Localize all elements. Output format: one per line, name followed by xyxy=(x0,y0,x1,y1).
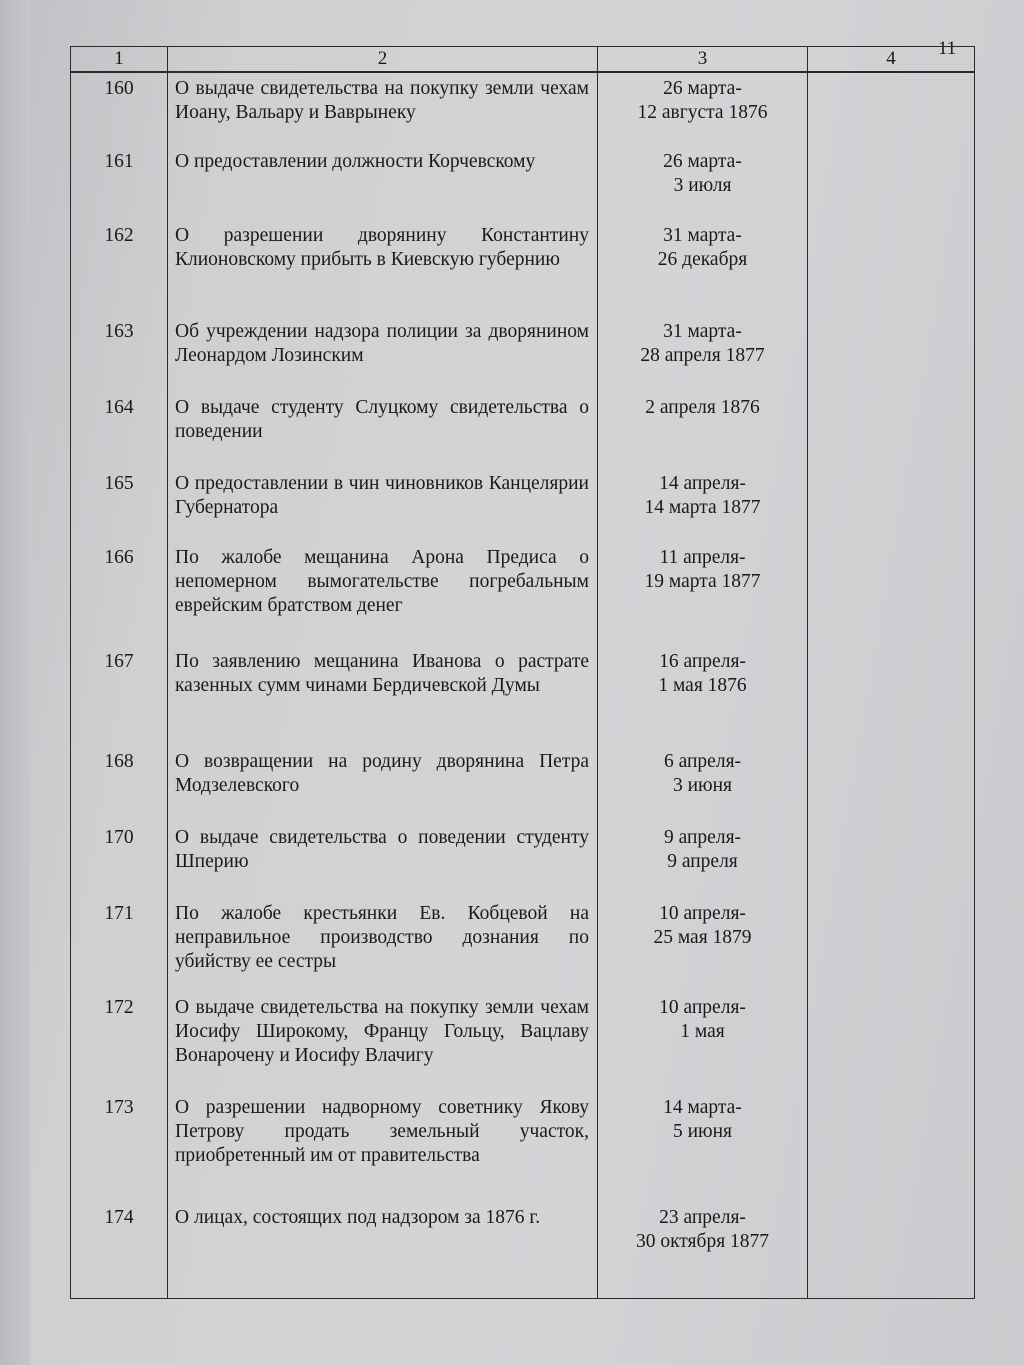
table-row xyxy=(71,1092,975,1202)
header-col-4: 4 xyxy=(808,47,975,73)
case-note xyxy=(808,392,975,468)
page-number: 11 xyxy=(938,38,957,59)
case-dates xyxy=(598,392,808,468)
date-line: 10 апреля- xyxy=(659,903,746,924)
case-description: По заявлению мещанина Иванова о растрате казенных сумм чинами Бердичевской Думы xyxy=(168,646,598,746)
table-row xyxy=(71,220,975,316)
date-line: 31 марта- xyxy=(663,225,742,246)
previous-page-edge xyxy=(0,0,30,1365)
case-dates xyxy=(598,646,808,746)
case-description: О лицах, состоящих под надзором за 1876 г. xyxy=(168,1202,598,1298)
date-line: 26 декабря xyxy=(657,249,748,270)
case-description: О разрешении надворному советнику Якову Петрову продать земельный участок, приобретенный им от правительства xyxy=(168,1092,598,1202)
case-description: О выдаче свидетельства на покупку земли чехам Иоану, Вальару и Ваврынеку xyxy=(168,72,598,146)
table-row xyxy=(71,898,975,992)
table-row xyxy=(71,72,975,146)
case-note xyxy=(808,1202,975,1298)
date-line: 19 марта 1877 xyxy=(644,571,761,592)
table-row xyxy=(71,392,975,468)
case-description: О предоставлении должности Корчевскому xyxy=(168,146,598,220)
case-note xyxy=(808,646,975,746)
date-line: 31 марта- xyxy=(663,321,742,342)
date-line: 1 мая 1876 xyxy=(658,675,747,696)
case-dates xyxy=(598,316,808,392)
table-row xyxy=(71,542,975,646)
case-number: 174 xyxy=(71,1202,168,1298)
date-line: 26 марта- xyxy=(663,78,742,99)
case-number: 172 xyxy=(71,992,168,1092)
table-row xyxy=(71,146,975,220)
date-line: 14 марта 1877 xyxy=(644,497,761,518)
case-dates xyxy=(598,542,808,646)
case-number: 170 xyxy=(71,822,168,898)
case-number: 161 xyxy=(71,146,168,220)
case-note xyxy=(808,1092,975,1202)
date-line: 2 апреля 1876 xyxy=(645,397,760,418)
table-row xyxy=(71,1202,975,1298)
case-description: О возвращении на родину дворянина Петра Модзелевского xyxy=(168,746,598,822)
case-note xyxy=(808,72,975,146)
date-line: 5 июня xyxy=(672,1121,733,1142)
case-number: 173 xyxy=(71,1092,168,1202)
case-dates xyxy=(598,992,808,1092)
header-col-1: 1 xyxy=(71,47,168,73)
case-note xyxy=(808,468,975,542)
case-note xyxy=(808,146,975,220)
case-dates xyxy=(598,746,808,822)
table-row xyxy=(71,468,975,542)
date-line: 16 апреля- xyxy=(659,651,746,672)
table-row xyxy=(71,316,975,392)
table-row xyxy=(71,992,975,1092)
date-line: 25 мая 1879 xyxy=(653,927,752,948)
date-line: 14 марта- xyxy=(663,1097,742,1118)
archive-table xyxy=(70,46,975,1299)
case-description: По жалобе мещанина Арона Предиса о непомерном вымогательстве погребальным еврейским братством денег xyxy=(168,542,598,646)
header-col-3: 3 xyxy=(598,47,808,73)
case-dates xyxy=(598,822,808,898)
case-number: 168 xyxy=(71,746,168,822)
date-line: 9 апреля xyxy=(667,851,738,872)
case-note xyxy=(808,220,975,316)
case-description: О выдаче свидетельства на покупку земли чехам Иосифу Широкому, Францу Гольцу, Вацлаву Вонарочену и Иосифу Влачигу xyxy=(168,992,598,1092)
case-dates xyxy=(598,72,808,146)
table-row xyxy=(71,646,975,746)
case-number: 163 xyxy=(71,316,168,392)
date-line: 14 апреля- xyxy=(659,473,746,494)
case-number: 162 xyxy=(71,220,168,316)
date-line: 11 апреля- xyxy=(659,547,746,568)
case-number: 171 xyxy=(71,898,168,992)
header-col-2: 2 xyxy=(168,47,598,73)
case-description: О разрешении дворянину Константину Клионовскому прибыть в Киевскую губернию xyxy=(168,220,598,316)
case-note xyxy=(808,992,975,1092)
table-row xyxy=(71,822,975,898)
case-description: По жалобе крестьянки Ев. Кобцевой на неправильное производство дознания по убийству ее сестры xyxy=(168,898,598,992)
case-description: О выдаче студенту Слуцкому свидетельства о поведении xyxy=(168,392,598,468)
case-number: 160 xyxy=(71,72,168,146)
date-line: 1 мая xyxy=(680,1021,725,1042)
case-dates xyxy=(598,898,808,992)
table-row xyxy=(71,746,975,822)
date-line: 3 июня xyxy=(672,775,733,796)
case-dates xyxy=(598,220,808,316)
date-line: 3 июля xyxy=(673,175,732,196)
case-dates xyxy=(598,468,808,542)
case-description: О выдаче свидетельства о поведении студенту Шперию xyxy=(168,822,598,898)
case-description: О предоставлении в чин чиновников Канцелярии Губернатора xyxy=(168,468,598,542)
case-note xyxy=(808,542,975,646)
date-line: 10 апреля- xyxy=(659,997,746,1018)
header-row xyxy=(71,47,975,73)
date-line: 6 апреля- xyxy=(663,751,742,772)
case-description: Об учреждении надзора полиции за дворянином Леонардом Лозинским xyxy=(168,316,598,392)
case-note xyxy=(808,822,975,898)
case-note xyxy=(808,898,975,992)
case-dates xyxy=(598,1202,808,1298)
case-number: 167 xyxy=(71,646,168,746)
date-line: 28 апреля 1877 xyxy=(640,345,765,366)
case-number: 165 xyxy=(71,468,168,542)
case-number: 164 xyxy=(71,392,168,468)
date-line: 23 апреля- xyxy=(659,1207,746,1228)
case-dates xyxy=(598,146,808,220)
case-note xyxy=(808,746,975,822)
date-line: 9 апреля- xyxy=(663,827,742,848)
case-dates xyxy=(598,1092,808,1202)
date-line: 26 марта- xyxy=(663,151,742,172)
date-line: 12 августа 1876 xyxy=(637,102,768,123)
date-line: 30 октября 1877 xyxy=(635,1231,770,1252)
case-note xyxy=(808,316,975,392)
case-number: 166 xyxy=(71,542,168,646)
